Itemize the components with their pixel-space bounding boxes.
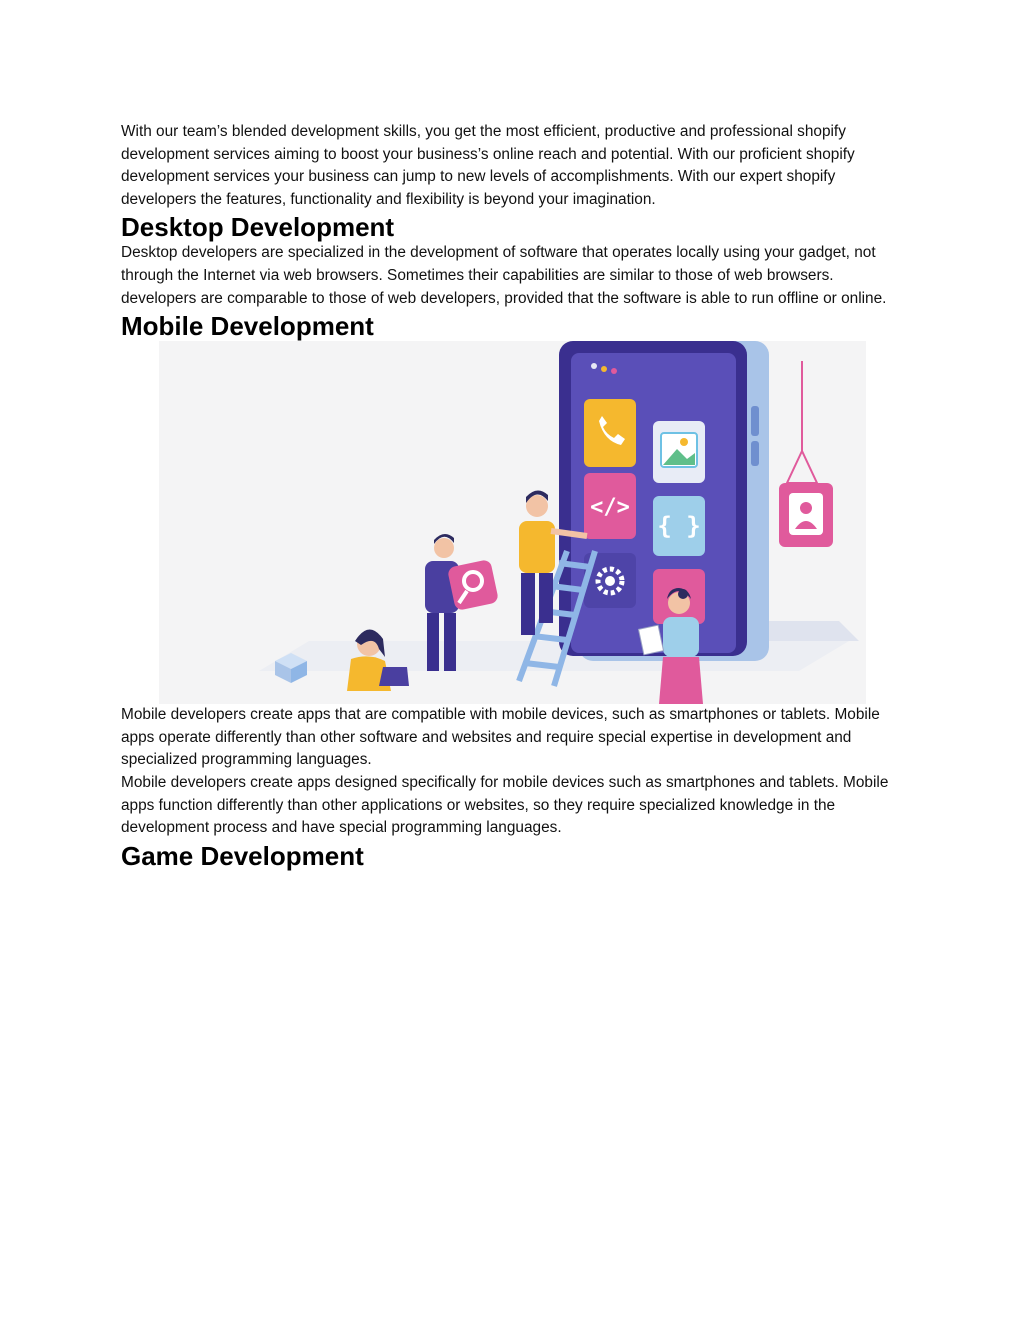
document-content	[121, 121, 906, 871]
mobile-app-team-image	[159, 341, 866, 704]
game-development-heading: Game Development	[121, 840, 364, 871]
svg-text:{ }: { }	[657, 512, 701, 541]
intro-paragraph: With our team’s blended development skills, you get the most efficient, productive and professional shopify development services aiming to boost your business’s online reach and potential. With our proficient shopify development services your business can jump to new levels of accomplishments. With our expert shopify developers the features, functionality and flexibility is beyond your imagination.	[121, 123, 855, 208]
desktop-development-heading: Desktop Development	[121, 212, 395, 243]
svg-text:</>: </>	[590, 495, 630, 521]
image-app-icon	[653, 421, 705, 483]
mobile-development-illustration	[159, 341, 866, 704]
mobile-development-paragraph-1: Mobile developers create apps that are compatible with mobile devices, such as smartphones or tablets. Mobile apps operate differently than other software and websites and require special expertise in development and specialized programming languages.	[121, 706, 880, 769]
code-app-icon	[584, 473, 636, 539]
mobile-development-paragraph-2: Mobile developers create apps designed specifically for mobile devices such as smartphones and tablets. Mobile apps function differently than other applications or websites, so they require specialized knowledge in the development process and have special programming languages.	[121, 773, 889, 837]
desktop-development-paragraph: Desktop developers are specialized in the development of software that operates locally using your gadget, not through the Internet via web browsers. Sometimes their capabilities are similar to those of web browsers. developers are comparable to those of web developers, provided that the software is able to run offline or online.	[121, 244, 887, 307]
mobile-development-heading: Mobile Development	[121, 311, 374, 342]
phone-app-icon	[584, 399, 636, 467]
braces-app-icon	[653, 496, 705, 556]
